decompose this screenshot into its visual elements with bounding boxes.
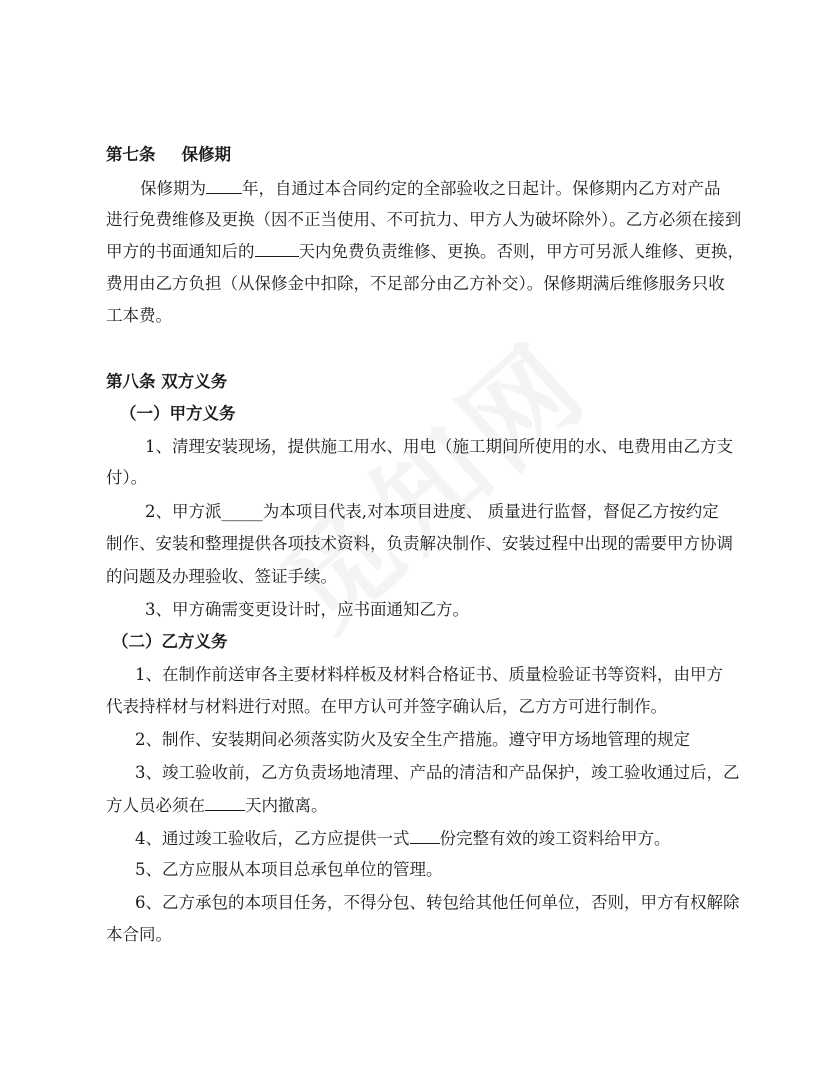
repair-days-blank bbox=[255, 240, 299, 257]
party-b-item-6-line-2: 本合同。 bbox=[106, 925, 172, 944]
party-a-item-2-line-3: 的问题及办理验收、签证手续。 bbox=[106, 567, 337, 586]
copies-blank bbox=[410, 827, 440, 844]
party-b-item-1-line-2: 代表持样材与材料进行对照。在甲方认可并签字确认后，乙方方可进行制作。 bbox=[106, 697, 667, 716]
party-b-item-2: 2、制作、安装期间必须落实防火及安全生产措施。遵守甲方场地管理的规定 bbox=[135, 730, 690, 749]
article-8-title: 第八条 双方义务 bbox=[106, 372, 228, 391]
article-7-title bbox=[106, 144, 730, 166]
text-segment: 4、通过竣工验收后，乙方应提供一式 bbox=[135, 829, 410, 848]
text-segment: 年，自通过本合同约定的全部验收之日起计。保修期内乙方对产品 bbox=[242, 179, 721, 198]
party-b-item-4 bbox=[135, 827, 759, 850]
party-a-item-2-line-2: 制作、安装和整理提供各项技术资料，负责解决制作、安装过程中出现的需要甲方协调 bbox=[106, 534, 733, 553]
text-segment: 保修期为 bbox=[140, 179, 206, 198]
party-b-item-6-line-1: 6、乙方承包的本项目任务，不得分包、转包给其他任何单位，否则，甲方有权解除 bbox=[135, 893, 740, 912]
party-b-item-3-line-2 bbox=[106, 794, 730, 817]
article-7-name: 保修期 bbox=[181, 145, 231, 164]
party-b-heading: （二）乙方义务 bbox=[112, 632, 228, 651]
party-a-item-3: 3、甲方确需变更设计时，应书面通知乙方。 bbox=[145, 600, 469, 619]
article-7-line-3 bbox=[106, 240, 744, 263]
party-a-item-1-line-1: 1、清理安装现场，提供施工用水、用电（施工期间所使用的水、电费用由乙方支 bbox=[145, 437, 733, 456]
evacuation-days-blank bbox=[205, 794, 245, 811]
article-7-line-4: 费用由乙方负担（从保修金中扣除，不足部分由乙方补交）。保修期满后维修服务只收 bbox=[106, 274, 725, 293]
warranty-years-blank bbox=[206, 177, 242, 194]
party-b-item-3-line-1: 3、竣工验收前，乙方负责场地清理、产品的清洁和产品保护，竣工验收通过后，乙 bbox=[135, 763, 740, 782]
article-7-line-1 bbox=[140, 177, 764, 200]
party-b-item-5: 5、乙方应服从本项目总承包单位的管理。 bbox=[135, 860, 443, 879]
party-a-heading: （一）甲方义务 bbox=[120, 404, 236, 423]
text-segment: 天内撤离。 bbox=[245, 796, 328, 815]
text-segment: 份完整有效的竣工资料给甲方。 bbox=[439, 829, 671, 848]
party-b-item-1-line-1: 1、在制作前送审各主要材料样板及材料合格证书、质量检验证书等资料，由甲方 bbox=[135, 665, 723, 684]
article-7-line-2: 进行免费维修及更换（因不正当使用、不可抗力、甲方人为破坏除外）。乙方必须在接到 bbox=[106, 210, 742, 229]
party-a-item-1-line-2: 付）。 bbox=[106, 468, 148, 487]
article-7-line-5: 工本费。 bbox=[106, 306, 172, 325]
text-segment: 甲方的书面通知后的 bbox=[106, 242, 255, 261]
text-segment: 方人员必须在 bbox=[106, 796, 205, 815]
party-a-item-2-line-1: 2、甲方派_____为本项目代表,对本项目进度、 质量进行监督，督促乙方按约定 bbox=[145, 502, 719, 521]
text-segment: 天内免费负责维修、更换。否则，甲方可另派人维修、更换， bbox=[298, 242, 744, 261]
article-7-number: 第七条 bbox=[106, 145, 156, 164]
